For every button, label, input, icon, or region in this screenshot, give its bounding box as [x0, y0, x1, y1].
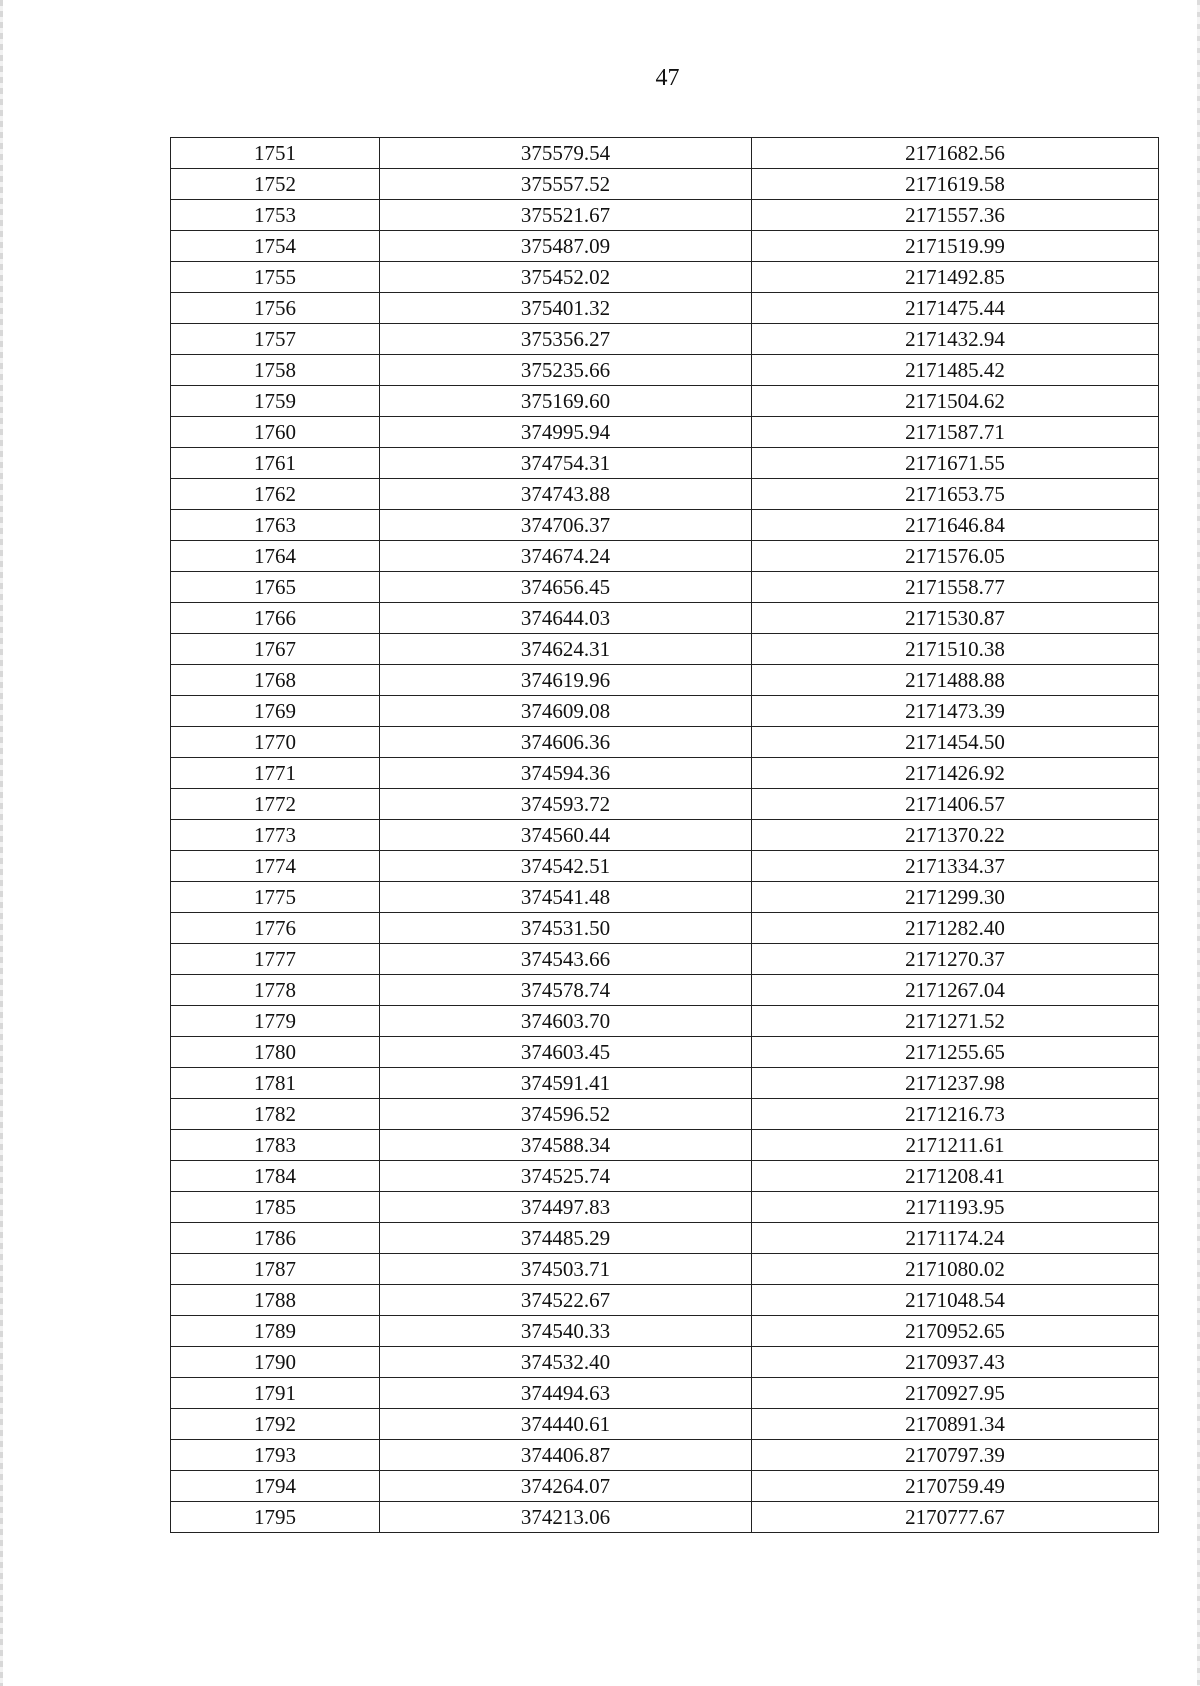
table-row: [171, 851, 1159, 882]
table-row: [171, 975, 1159, 1006]
x-coordinate-cell: 374578.74: [380, 975, 752, 1006]
table-row: [171, 138, 1159, 169]
x-coordinate-cell: 374522.67: [380, 1285, 752, 1316]
x-coordinate-cell: 374497.83: [380, 1192, 752, 1223]
table-row: [171, 913, 1159, 944]
y-coordinate-cell: 2171530.87: [752, 603, 1159, 634]
point-number-cell: 1753: [171, 200, 380, 231]
x-coordinate-cell: 375356.27: [380, 324, 752, 355]
x-coordinate-cell: 375169.60: [380, 386, 752, 417]
table-row: [171, 541, 1159, 572]
y-coordinate-cell: 2171080.02: [752, 1254, 1159, 1285]
table-row: [171, 479, 1159, 510]
y-coordinate-cell: 2171193.95: [752, 1192, 1159, 1223]
table-row: [171, 355, 1159, 386]
table-row: [171, 1192, 1159, 1223]
x-coordinate-cell: 374542.51: [380, 851, 752, 882]
y-coordinate-cell: 2171370.22: [752, 820, 1159, 851]
x-coordinate-cell: 374656.45: [380, 572, 752, 603]
x-coordinate-cell: 374588.34: [380, 1130, 752, 1161]
point-number-cell: 1752: [171, 169, 380, 200]
x-coordinate-cell: 374485.29: [380, 1223, 752, 1254]
y-coordinate-cell: 2171619.58: [752, 169, 1159, 200]
x-coordinate-cell: 374494.63: [380, 1378, 752, 1409]
y-coordinate-cell: 2171587.71: [752, 417, 1159, 448]
point-number-cell: 1782: [171, 1099, 380, 1130]
table-row: [171, 1502, 1159, 1533]
table-row: [171, 696, 1159, 727]
y-coordinate-cell: 2171299.30: [752, 882, 1159, 913]
point-number-cell: 1763: [171, 510, 380, 541]
point-number-cell: 1783: [171, 1130, 380, 1161]
table-row: [171, 758, 1159, 789]
point-number-cell: 1777: [171, 944, 380, 975]
x-coordinate-cell: 374995.94: [380, 417, 752, 448]
point-number-cell: 1788: [171, 1285, 380, 1316]
x-coordinate-cell: 375235.66: [380, 355, 752, 386]
table-row: [171, 448, 1159, 479]
point-number-cell: 1781: [171, 1068, 380, 1099]
y-coordinate-cell: 2171576.05: [752, 541, 1159, 572]
y-coordinate-cell: 2171270.37: [752, 944, 1159, 975]
y-coordinate-cell: 2170777.67: [752, 1502, 1159, 1533]
table-row: [171, 1037, 1159, 1068]
y-coordinate-cell: 2171488.88: [752, 665, 1159, 696]
table-row: [171, 262, 1159, 293]
point-number-cell: 1759: [171, 386, 380, 417]
x-coordinate-cell: 374525.74: [380, 1161, 752, 1192]
table-row: [171, 1130, 1159, 1161]
point-number-cell: 1757: [171, 324, 380, 355]
x-coordinate-cell: 375401.32: [380, 293, 752, 324]
point-number-cell: 1754: [171, 231, 380, 262]
point-number-cell: 1756: [171, 293, 380, 324]
x-coordinate-cell: 374541.48: [380, 882, 752, 913]
table-row: [171, 665, 1159, 696]
x-coordinate-cell: 375452.02: [380, 262, 752, 293]
table-row: [171, 417, 1159, 448]
point-number-cell: 1770: [171, 727, 380, 758]
table-row: [171, 200, 1159, 231]
point-number-cell: 1760: [171, 417, 380, 448]
x-coordinate-cell: 374674.24: [380, 541, 752, 572]
point-number-cell: 1772: [171, 789, 380, 820]
table-row: [171, 882, 1159, 913]
table-row: [171, 1471, 1159, 1502]
y-coordinate-cell: 2171267.04: [752, 975, 1159, 1006]
point-number-cell: 1764: [171, 541, 380, 572]
point-number-cell: 1773: [171, 820, 380, 851]
y-coordinate-cell: 2170937.43: [752, 1347, 1159, 1378]
y-coordinate-cell: 2170759.49: [752, 1471, 1159, 1502]
table-row: [171, 1254, 1159, 1285]
table-row: [171, 572, 1159, 603]
y-coordinate-cell: 2171646.84: [752, 510, 1159, 541]
y-coordinate-cell: 2171426.92: [752, 758, 1159, 789]
y-coordinate-cell: 2171475.44: [752, 293, 1159, 324]
y-coordinate-cell: 2171174.24: [752, 1223, 1159, 1254]
point-number-cell: 1785: [171, 1192, 380, 1223]
y-coordinate-cell: 2171519.99: [752, 231, 1159, 262]
x-coordinate-cell: 375557.52: [380, 169, 752, 200]
x-coordinate-cell: 374440.61: [380, 1409, 752, 1440]
y-coordinate-cell: 2171271.52: [752, 1006, 1159, 1037]
table-row: [171, 324, 1159, 355]
x-coordinate-cell: 374606.36: [380, 727, 752, 758]
point-number-cell: 1762: [171, 479, 380, 510]
x-coordinate-cell: 374540.33: [380, 1316, 752, 1347]
x-coordinate-cell: 374406.87: [380, 1440, 752, 1471]
table-row: [171, 1006, 1159, 1037]
x-coordinate-cell: 374591.41: [380, 1068, 752, 1099]
y-coordinate-cell: 2171432.94: [752, 324, 1159, 355]
table-row: [171, 820, 1159, 851]
point-number-cell: 1765: [171, 572, 380, 603]
y-coordinate-cell: 2171211.61: [752, 1130, 1159, 1161]
y-coordinate-cell: 2171208.41: [752, 1161, 1159, 1192]
y-coordinate-cell: 2171255.65: [752, 1037, 1159, 1068]
coordinate-table: [170, 137, 1159, 1533]
table-row: [171, 789, 1159, 820]
table-row: [171, 386, 1159, 417]
x-coordinate-cell: 374706.37: [380, 510, 752, 541]
y-coordinate-cell: 2171653.75: [752, 479, 1159, 510]
x-coordinate-cell: 374596.52: [380, 1099, 752, 1130]
y-coordinate-cell: 2171557.36: [752, 200, 1159, 231]
y-coordinate-cell: 2171492.85: [752, 262, 1159, 293]
x-coordinate-cell: 374560.44: [380, 820, 752, 851]
table-row: [171, 634, 1159, 665]
table-row: [171, 169, 1159, 200]
point-number-cell: 1769: [171, 696, 380, 727]
point-number-cell: 1794: [171, 1471, 380, 1502]
table-row: [171, 1161, 1159, 1192]
point-number-cell: 1771: [171, 758, 380, 789]
table-row: [171, 1285, 1159, 1316]
point-number-cell: 1793: [171, 1440, 380, 1471]
point-number-cell: 1776: [171, 913, 380, 944]
y-coordinate-cell: 2171485.42: [752, 355, 1159, 386]
table-row: [171, 1347, 1159, 1378]
point-number-cell: 1789: [171, 1316, 380, 1347]
x-coordinate-cell: 374531.50: [380, 913, 752, 944]
x-coordinate-cell: 374543.66: [380, 944, 752, 975]
y-coordinate-cell: 2171282.40: [752, 913, 1159, 944]
y-coordinate-cell: 2171237.98: [752, 1068, 1159, 1099]
point-number-cell: 1767: [171, 634, 380, 665]
point-number-cell: 1791: [171, 1378, 380, 1409]
y-coordinate-cell: 2170797.39: [752, 1440, 1159, 1471]
point-number-cell: 1786: [171, 1223, 380, 1254]
point-number-cell: 1774: [171, 851, 380, 882]
table-row: [171, 603, 1159, 634]
coordinate-table-body: [171, 138, 1159, 1533]
point-number-cell: 1766: [171, 603, 380, 634]
y-coordinate-cell: 2171406.57: [752, 789, 1159, 820]
x-coordinate-cell: 374503.71: [380, 1254, 752, 1285]
y-coordinate-cell: 2171510.38: [752, 634, 1159, 665]
x-coordinate-cell: 375521.67: [380, 200, 752, 231]
x-coordinate-cell: 374754.31: [380, 448, 752, 479]
y-coordinate-cell: 2170891.34: [752, 1409, 1159, 1440]
x-coordinate-cell: 374603.45: [380, 1037, 752, 1068]
table-row: [171, 1099, 1159, 1130]
page-number: 47: [655, 65, 680, 91]
table-row: [171, 944, 1159, 975]
x-coordinate-cell: 374644.03: [380, 603, 752, 634]
x-coordinate-cell: 374594.36: [380, 758, 752, 789]
x-coordinate-cell: 374603.70: [380, 1006, 752, 1037]
y-coordinate-cell: 2170927.95: [752, 1378, 1159, 1409]
y-coordinate-cell: 2171473.39: [752, 696, 1159, 727]
y-coordinate-cell: 2171671.55: [752, 448, 1159, 479]
y-coordinate-cell: 2171334.37: [752, 851, 1159, 882]
point-number-cell: 1787: [171, 1254, 380, 1285]
y-coordinate-cell: 2171682.56: [752, 138, 1159, 169]
x-coordinate-cell: 374593.72: [380, 789, 752, 820]
x-coordinate-cell: 374624.31: [380, 634, 752, 665]
x-coordinate-cell: 374609.08: [380, 696, 752, 727]
point-number-cell: 1768: [171, 665, 380, 696]
table-row: [171, 1409, 1159, 1440]
y-coordinate-cell: 2171216.73: [752, 1099, 1159, 1130]
point-number-cell: 1761: [171, 448, 380, 479]
x-coordinate-cell: 374213.06: [380, 1502, 752, 1533]
point-number-cell: 1795: [171, 1502, 380, 1533]
table-row: [171, 293, 1159, 324]
table-row: [171, 1316, 1159, 1347]
table-row: [171, 1068, 1159, 1099]
table-row: [171, 1223, 1159, 1254]
point-number-cell: 1792: [171, 1409, 380, 1440]
table-row: [171, 727, 1159, 758]
point-number-cell: 1775: [171, 882, 380, 913]
point-number-cell: 1751: [171, 138, 380, 169]
x-coordinate-cell: 375487.09: [380, 231, 752, 262]
point-number-cell: 1790: [171, 1347, 380, 1378]
x-coordinate-cell: 375579.54: [380, 138, 752, 169]
y-coordinate-cell: 2170952.65: [752, 1316, 1159, 1347]
point-number-cell: 1758: [171, 355, 380, 386]
table-row: [171, 1440, 1159, 1471]
scan-edge-left: [0, 0, 3, 1686]
y-coordinate-cell: 2171504.62: [752, 386, 1159, 417]
point-number-cell: 1778: [171, 975, 380, 1006]
table-row: [171, 1378, 1159, 1409]
y-coordinate-cell: 2171558.77: [752, 572, 1159, 603]
x-coordinate-cell: 374532.40: [380, 1347, 752, 1378]
point-number-cell: 1755: [171, 262, 380, 293]
table-row: [171, 231, 1159, 262]
x-coordinate-cell: 374264.07: [380, 1471, 752, 1502]
y-coordinate-cell: 2171454.50: [752, 727, 1159, 758]
y-coordinate-cell: 2171048.54: [752, 1285, 1159, 1316]
point-number-cell: 1784: [171, 1161, 380, 1192]
table-row: [171, 510, 1159, 541]
x-coordinate-cell: 374743.88: [380, 479, 752, 510]
x-coordinate-cell: 374619.96: [380, 665, 752, 696]
point-number-cell: 1779: [171, 1006, 380, 1037]
point-number-cell: 1780: [171, 1037, 380, 1068]
